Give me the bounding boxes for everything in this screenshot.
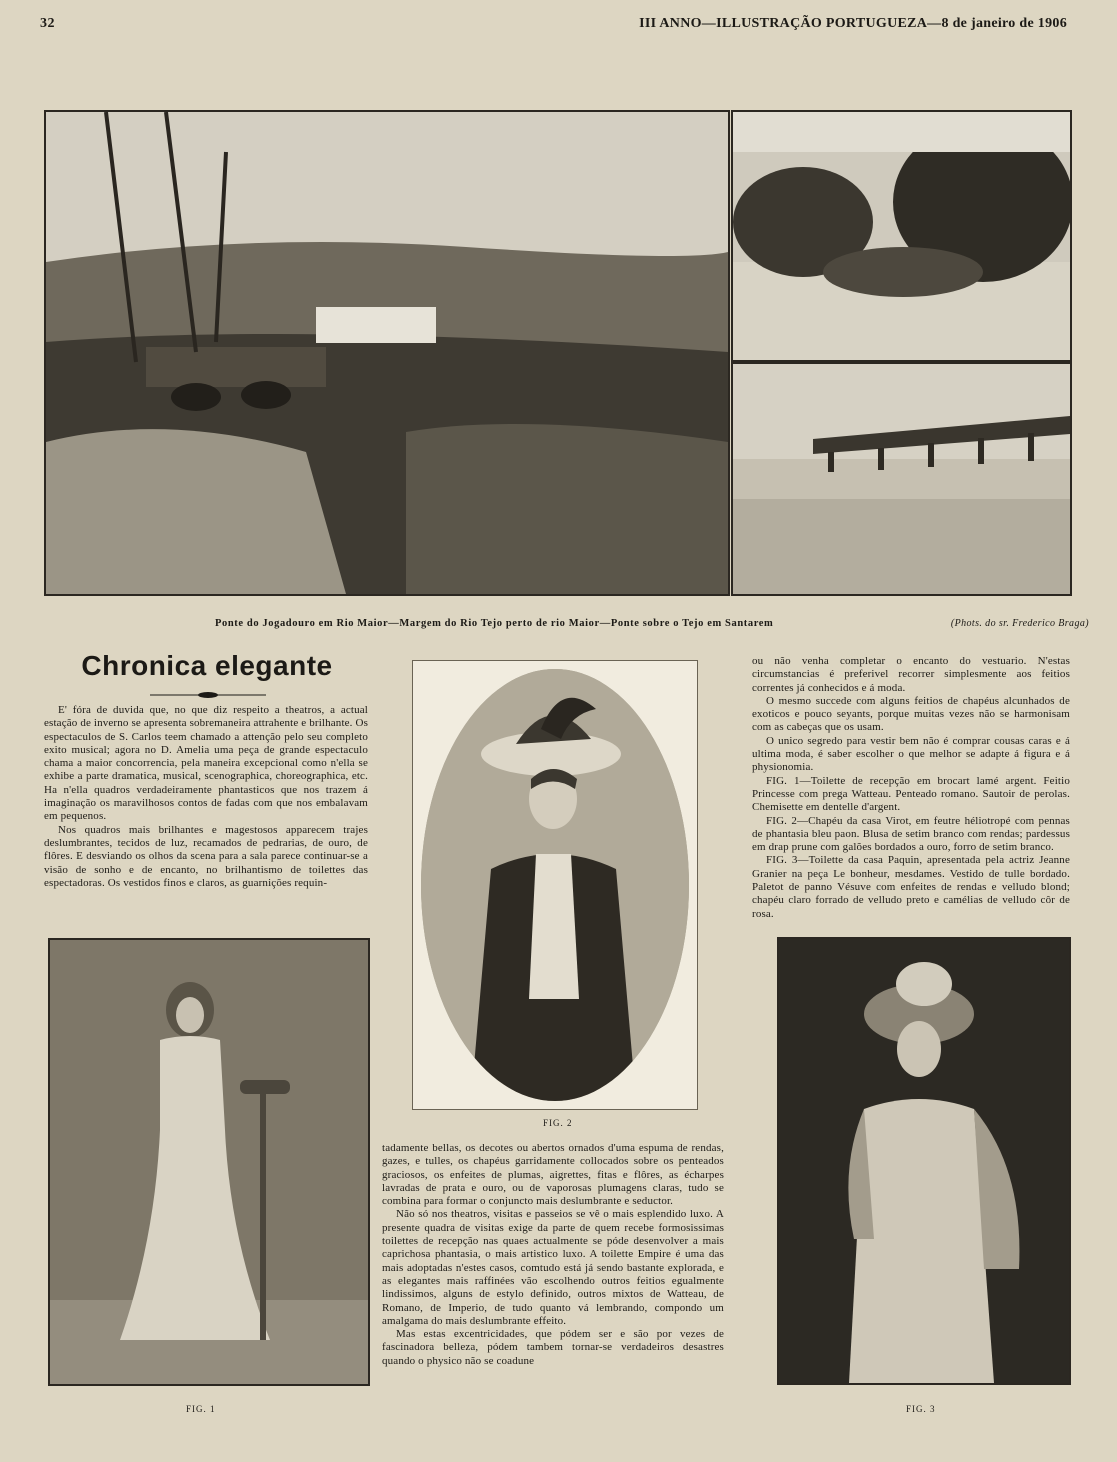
article-paragraph: Mas estas excentricidades, que pódem ser e são por vezes de fascinadora belleza, pódem tambem tornar-se verdadeiros desastres quando o physico não se coadune	[382, 1328, 724, 1367]
page-number: 32	[40, 16, 55, 31]
photo-ponte-jogadouro	[44, 110, 730, 596]
photo-ponte-santarem	[731, 362, 1072, 596]
article-paragraph: O unico segredo para vestir bem não é comprar cousas caras e á ultima moda, é saber escolher o que melhor se adapte á figura e á physionomia.	[752, 734, 1070, 774]
figure-2-frame	[412, 660, 698, 1110]
photo-credit: (Phots. do sr. Frederico Braga)	[950, 618, 1089, 629]
article-title: Chronica elegante	[81, 650, 333, 681]
article-paragraph: Não só nos theatros, visitas e passeios se vê o mais esplendido luxo. A presente quadra de visitas exige da parte de quem recebe formosissimas toilettes de recepção nas quaes actualmente se póde desenvolver a mais caprichosa phantasia, o mais artistico luxo. A toilette Empire é uma das mais adoptadas n'estes casos, comtudo está já sendo bastante explorada, e as elegantes mais raffinées vão escolhendo outros feitios egualmente lindissimos, alguns de estylo definido, outros mixtos de Watteau, de Romano, de Imperio, de tudo quanto vá lembrando, compondo um amalgama do mais deslumbrante effeito.	[382, 1208, 724, 1327]
figure-description: FIG. 1—Toilette de recepção em brocart lamé argent. Feitio Princesse com prega Watteau. Penteado romano. Sautoir de perolas. Chemisette em dentelle d'argent.	[752, 774, 1070, 814]
article-column-3	[752, 655, 1070, 921]
article-paragraph: O mesmo succede com alguns feitios de chapéus alcunhados de exoticos e pouco seyants, porque muitas vezes não se harmonisam com as cabeças que os usam.	[752, 694, 1070, 734]
figure-2-photo	[421, 669, 689, 1101]
article-paragraph: E' fóra de duvida que, no que diz respeito a theatros, a actual estação de inverno se apresenta sobremaneira attrahente e brilhante. Os espectaculos de S. Carlos teem chamado a attenção pelo seu completo exito musical; agora no D. Amelia uma peça de grande espectaculo chama a maior concorrencia, pela maneira excepcional como n'ella se exhibe a parte dramatica, musical, scenographica, choreographica, etc. Ha n'ella quadros verdadeiramente phantasticos que nos trazem á imaginação os maravilhosos contos de fadas com que nos embalavam em pequenos.	[44, 704, 369, 823]
photo-margem-tejo	[731, 110, 1072, 362]
figure-description: FIG. 2—Chapéu da casa Virot, em feutre héliotropé com pennas de phantasia bleu paon. Blusa de setim branco com rendas; pardessus em drap prune com galões bordados a ouro, forro de setim branco.	[752, 814, 1070, 854]
article-column-2	[382, 1142, 724, 1368]
article-paragraph: Nos quadros mais brilhantes e magestosos apparecem trajes deslumbrantes, tecidos de luz, recamados de pedrarias, de ouro, de flôres. E desviando os olhos da scena para a sala parece continuar-se a visão de sonho e de encanto, no brilhantismo de toilettes das espectadoras. Os vestidos finos e claros, as guarnições requin-	[44, 823, 368, 889]
figure-1-photo	[48, 938, 370, 1386]
figure-3-caption: FIG. 3	[906, 1404, 936, 1414]
article-column-1	[44, 704, 368, 890]
article-paragraph: ou não venha completar o encanto do vestuario. N'estas circumstancias é preferivel recorrer simplesmente aos feitios correntes já conhecidos e á moda.	[752, 655, 1070, 694]
figure-description: FIG. 3—Toilette da casa Paquin, apresentada pela actriz Jeanne Granier na peça Le bonheur, mesdames. Vestido de tulle bordado. Paletot de panno Vésuve com enfeites de rendas e velludo blond; chapéu claro forrado de velludo preto e camélias de velludo côr de rosa.	[752, 854, 1070, 920]
figure-3-photo	[777, 937, 1071, 1385]
title-ornament	[150, 690, 266, 700]
running-title: III ANNO—ILLUSTRAÇÃO PORTUGUEZA—8 de janeiro de 1906	[639, 16, 1067, 31]
figure-1-caption: FIG. 1	[186, 1404, 216, 1414]
article-paragraph: tadamente bellas, os decotes ou abertos ornados d'uma espuma de rendas, gazes, e tulles, os chapéus garridamente collocados sobre os penteados graciosos, os enfeites de plumas, aigrettes, fitas e flôres, as écharpes lavradas de prata e ouro, ou de vaporosas plumagens claras, tudo se combina para formar o conjuncto mais deslumbrante e seductor.	[382, 1142, 724, 1208]
figure-2-caption: FIG. 2	[543, 1118, 573, 1128]
top-photos-caption: Ponte do Jogadouro em Rio Maior—Margem do Rio Tejo perto de rio Maior—Ponte sobre o Tejo em Santarem	[215, 618, 774, 629]
